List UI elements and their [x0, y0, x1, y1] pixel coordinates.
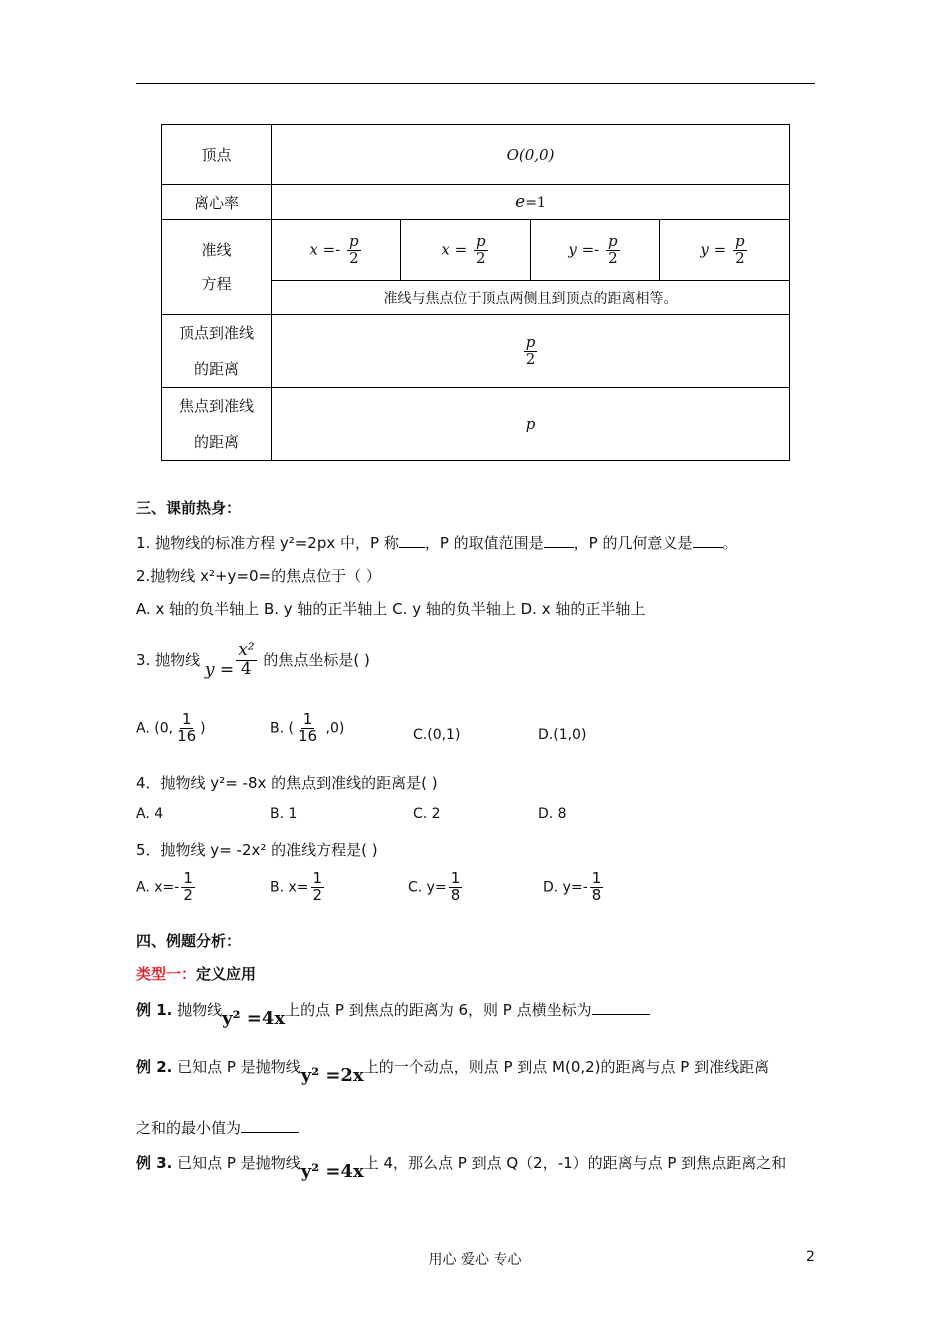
- q3-a-pre: A. (0,: [136, 720, 174, 737]
- directrix-label: [162, 220, 272, 315]
- focus-distance-label: [162, 388, 272, 461]
- q1-blank-1: [399, 533, 425, 548]
- q3-b-num: 1: [302, 710, 313, 728]
- ex2-equation: y² =2x: [300, 1065, 364, 1086]
- vertex-distance-label: [162, 315, 272, 388]
- page-number: 2: [806, 1249, 815, 1265]
- directrix-2-num: p: [476, 231, 486, 250]
- directrix-1-den: 2: [349, 248, 359, 267]
- row-eccentricity: [162, 185, 790, 220]
- q5-d-pre: D. y=-: [543, 879, 588, 896]
- directrix-eq-2: [401, 220, 531, 281]
- directrix-1-lhs: x: [309, 240, 318, 258]
- vertex-value: O(0,0): [272, 125, 790, 185]
- q3-a-num: 1: [181, 710, 192, 728]
- ex2-blank: [241, 1118, 299, 1133]
- focus-distance-label-1: 焦点到准线: [178, 397, 254, 415]
- header-rule: [136, 83, 815, 84]
- q3-pre: 3. 抛物线: [136, 650, 201, 669]
- ex2-pre: 已知点 P 是抛物线: [177, 1058, 301, 1076]
- directrix-label-2: 方程: [201, 275, 232, 293]
- directrix-4-frac: [733, 231, 747, 267]
- q1-blank-2: [544, 533, 574, 548]
- q3-option-a: [136, 712, 206, 745]
- row-directrix: [162, 220, 790, 281]
- directrix-label-1: 准线: [201, 241, 232, 259]
- directrix-3-num: p: [608, 231, 618, 250]
- q1-part-c: ，P 的几何意义是: [573, 534, 693, 552]
- row-vertex: [162, 125, 790, 185]
- q4-option-a: A. 4: [136, 806, 164, 822]
- type1-label: 类型一：: [136, 965, 197, 983]
- vertex-distance-num: p: [525, 332, 536, 351]
- q5-c-den: 8: [450, 885, 461, 904]
- question-2-options: A. x 轴的负半轴上 B. y 轴的正半轴上 C. y 轴的负半轴上 D. x 轴的正半轴上: [136, 600, 646, 618]
- ex3-pre: 已知点 P 是抛物线: [177, 1154, 301, 1172]
- directrix-4-num: p: [735, 231, 745, 250]
- q3-option-d: D.(1,0): [538, 727, 587, 743]
- question-3: [136, 642, 370, 679]
- q5-option-b: [270, 871, 326, 904]
- directrix-note: 准线与焦点位于顶点两侧且到顶点的距离相等。: [272, 281, 790, 315]
- q5-option-a: [136, 871, 197, 904]
- q3-b-post: ,0): [321, 720, 345, 737]
- directrix-3-frac: [606, 231, 620, 267]
- q4-option-d: D. 8: [538, 806, 567, 822]
- q5-option-d: [543, 871, 605, 904]
- example-1: [136, 999, 650, 1029]
- vertex-distance-frac: [524, 332, 538, 368]
- ex3-post: 上 4，那么点 P 到点 Q（2，-1）的距离与点 P 到焦点距离之和: [363, 1154, 787, 1172]
- row-vertex-distance: [162, 315, 790, 388]
- row-focus-distance: [162, 388, 790, 461]
- q3-a-den: 16: [177, 726, 197, 745]
- q5-a-num: 1: [183, 869, 193, 887]
- vertex-distance-label-2: 的距离: [193, 360, 239, 378]
- q3-b-pre: B. (: [270, 720, 294, 737]
- q5-c-num: 1: [450, 869, 461, 887]
- q3-option-c: C.(0,1): [413, 727, 461, 743]
- q1-part-a: 1. 抛物线的标准方程 y²=2px 中，P 称: [136, 534, 399, 552]
- ex1-post: 上的点 P 到焦点的距离为 6，则 P 点横坐标为: [285, 1001, 592, 1019]
- directrix-3-den: 2: [608, 248, 618, 267]
- vertex-distance-value: [272, 315, 790, 388]
- question-5: 5．抛物线 y= -2x² 的准线方程是( ): [136, 841, 378, 859]
- eccentricity-val: =1: [525, 195, 546, 211]
- vertex-distance-label-1: 顶点到准线: [178, 324, 254, 342]
- q5-b-num: 1: [312, 869, 323, 887]
- section4-heading: 四、例题分析：: [136, 932, 242, 950]
- q1-part-d: 。: [722, 534, 738, 552]
- q4-option-b: B. 1: [270, 806, 298, 822]
- footer-motto: 用心 爱心 专心: [428, 1252, 522, 1268]
- directrix-2-den: 2: [476, 248, 486, 267]
- ex2-label: 例 2.: [136, 1058, 173, 1076]
- q4-option-c: C. 2: [413, 806, 441, 822]
- q1-part-b: ，P 的取值范围是: [424, 534, 544, 552]
- eccentricity-label: 离心率: [162, 185, 272, 220]
- ex3-equation: y² =4x: [300, 1161, 364, 1182]
- directrix-2-op: =: [454, 240, 468, 258]
- example-3: [136, 1152, 787, 1182]
- vertex-distance-den: 2: [525, 349, 536, 368]
- directrix-1-frac: [347, 231, 361, 267]
- q3-a-post: ): [200, 720, 206, 737]
- ex1-blank: [592, 1000, 650, 1015]
- focus-distance-label-2: 的距离: [193, 433, 239, 451]
- q5-a-pre: A. x=-: [136, 879, 180, 896]
- ex1-equation: y² =4x: [222, 1008, 286, 1029]
- directrix-eq-3: [531, 220, 660, 281]
- q5-d-num: 1: [591, 869, 602, 887]
- directrix-3-lhs: y: [568, 240, 577, 258]
- eccentricity-var: e: [515, 192, 526, 212]
- directrix-2-lhs: x: [441, 240, 450, 258]
- q3-lhs: y: [204, 659, 215, 680]
- parabola-properties-table: [161, 124, 790, 461]
- q3-b-den: 16: [297, 726, 318, 745]
- directrix-4-den: 2: [735, 248, 745, 267]
- eccentricity-value: [272, 185, 790, 220]
- q3-den: 4: [240, 658, 252, 679]
- ex1-pre: 抛物线: [177, 1001, 223, 1019]
- ex2-post: 上的一个动点，则点 P 到点 M(0,2)的距离与点 P 到准线距离: [363, 1058, 770, 1076]
- directrix-eq-1: [272, 220, 401, 281]
- q3-post: 的焦点坐标是( ): [263, 650, 370, 669]
- q5-d-den: 8: [591, 885, 602, 904]
- example-2: [136, 1056, 770, 1086]
- q5-option-c: [408, 871, 464, 904]
- directrix-4-lhs: y: [700, 240, 709, 258]
- vertex-label: 顶点: [162, 125, 272, 185]
- ex2-cont: 之和的最小值为: [136, 1119, 242, 1137]
- q5-c-pre: C. y=: [408, 879, 447, 896]
- question-4: 4．抛物线 y²= -8x 的焦点到准线的距离是( ): [136, 774, 438, 792]
- question-2: 2.抛物线 x²+y=0=的焦点位于（ ）: [136, 567, 381, 585]
- q5-b-pre: B. x=: [270, 879, 309, 896]
- q3-num: x²: [238, 640, 255, 660]
- type1-title: 定义应用: [196, 965, 257, 983]
- directrix-4-op: =: [713, 240, 727, 258]
- ex1-label: 例 1.: [136, 1001, 173, 1019]
- q3-equation: y = $\frac{\text{x²}}{4}$: [204, 640, 255, 680]
- directrix-1-op: =-: [322, 240, 341, 258]
- directrix-eq-4: [660, 220, 790, 281]
- q5-b-den: 2: [312, 885, 323, 904]
- question-1: [136, 532, 738, 553]
- q5-a-den: 2: [183, 885, 193, 904]
- directrix-1-num: p: [349, 231, 359, 250]
- type1-heading: [136, 963, 256, 984]
- example-2-cont: [136, 1117, 299, 1138]
- section3-heading: 三、课前热身：: [136, 499, 242, 517]
- directrix-2-frac: [474, 231, 488, 267]
- directrix-3-op: =-: [581, 240, 600, 258]
- q3-option-b: [270, 712, 344, 745]
- ex3-label: 例 3.: [136, 1154, 173, 1172]
- focus-distance-value: p: [272, 388, 790, 461]
- q1-blank-3: [693, 533, 723, 548]
